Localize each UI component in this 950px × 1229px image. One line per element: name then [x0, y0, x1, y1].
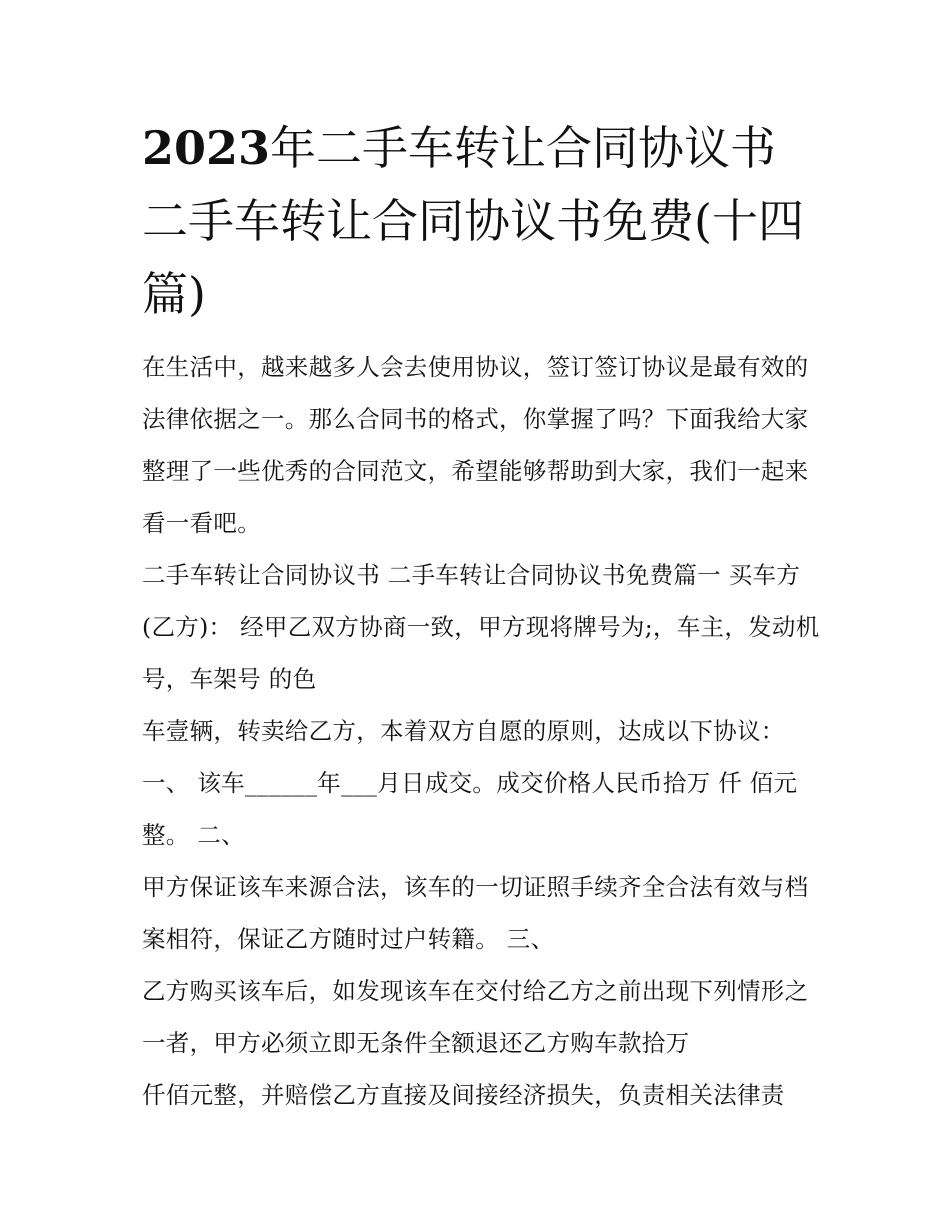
vehicle-transfer-paragraph: 车壹辆，转卖给乙方，本着双方自愿的原则，达成以下协议： — [142, 717, 785, 745]
document-title — [142, 112, 822, 331]
title-year: 2023 — [142, 121, 271, 175]
compensation-paragraph: 仟佰元整，并赔偿乙方直接及间接经济损失，负责相关法律责 — [142, 1081, 785, 1109]
clause-two-paragraph: 甲方保证该车来源合法，该车的一切证照手续齐全合法有效与档案相符，保证乙方随时过户转籍。 三、 — [142, 873, 809, 953]
document-page — [142, 112, 822, 1121]
title-text: 年二手车转让合同协议书二手车转让合同协议书免费(十四篇) — [142, 121, 804, 321]
contract-heading-paragraph: 二手车转让合同协议书 二手车转让合同协议书免费篇一 买车方(乙方)： 经甲乙双方协商一致，甲方现将牌号为;，车主，发动机号，车架号 的色 — [142, 561, 820, 693]
clause-one-paragraph: 一、 该车______年___月日成交。成交价格人民币拾万 仟 佰元整。 二、 — [142, 769, 798, 849]
clause-three-paragraph: 乙方购买该车后，如发现该车在交付给乙方之前出现下列情形之一者，甲方必须立即无条件全额退还乙方购车款拾万 — [142, 977, 809, 1057]
intro-paragraph: 在生活中，越来越多人会去使用协议，签订签订协议是最有效的法律依据之一。那么合同书的格式，你掌握了吗？下面我给大家整理了一些优秀的合同范文，希望能够帮助到大家，我们一起来看一看吧。 — [142, 353, 809, 537]
